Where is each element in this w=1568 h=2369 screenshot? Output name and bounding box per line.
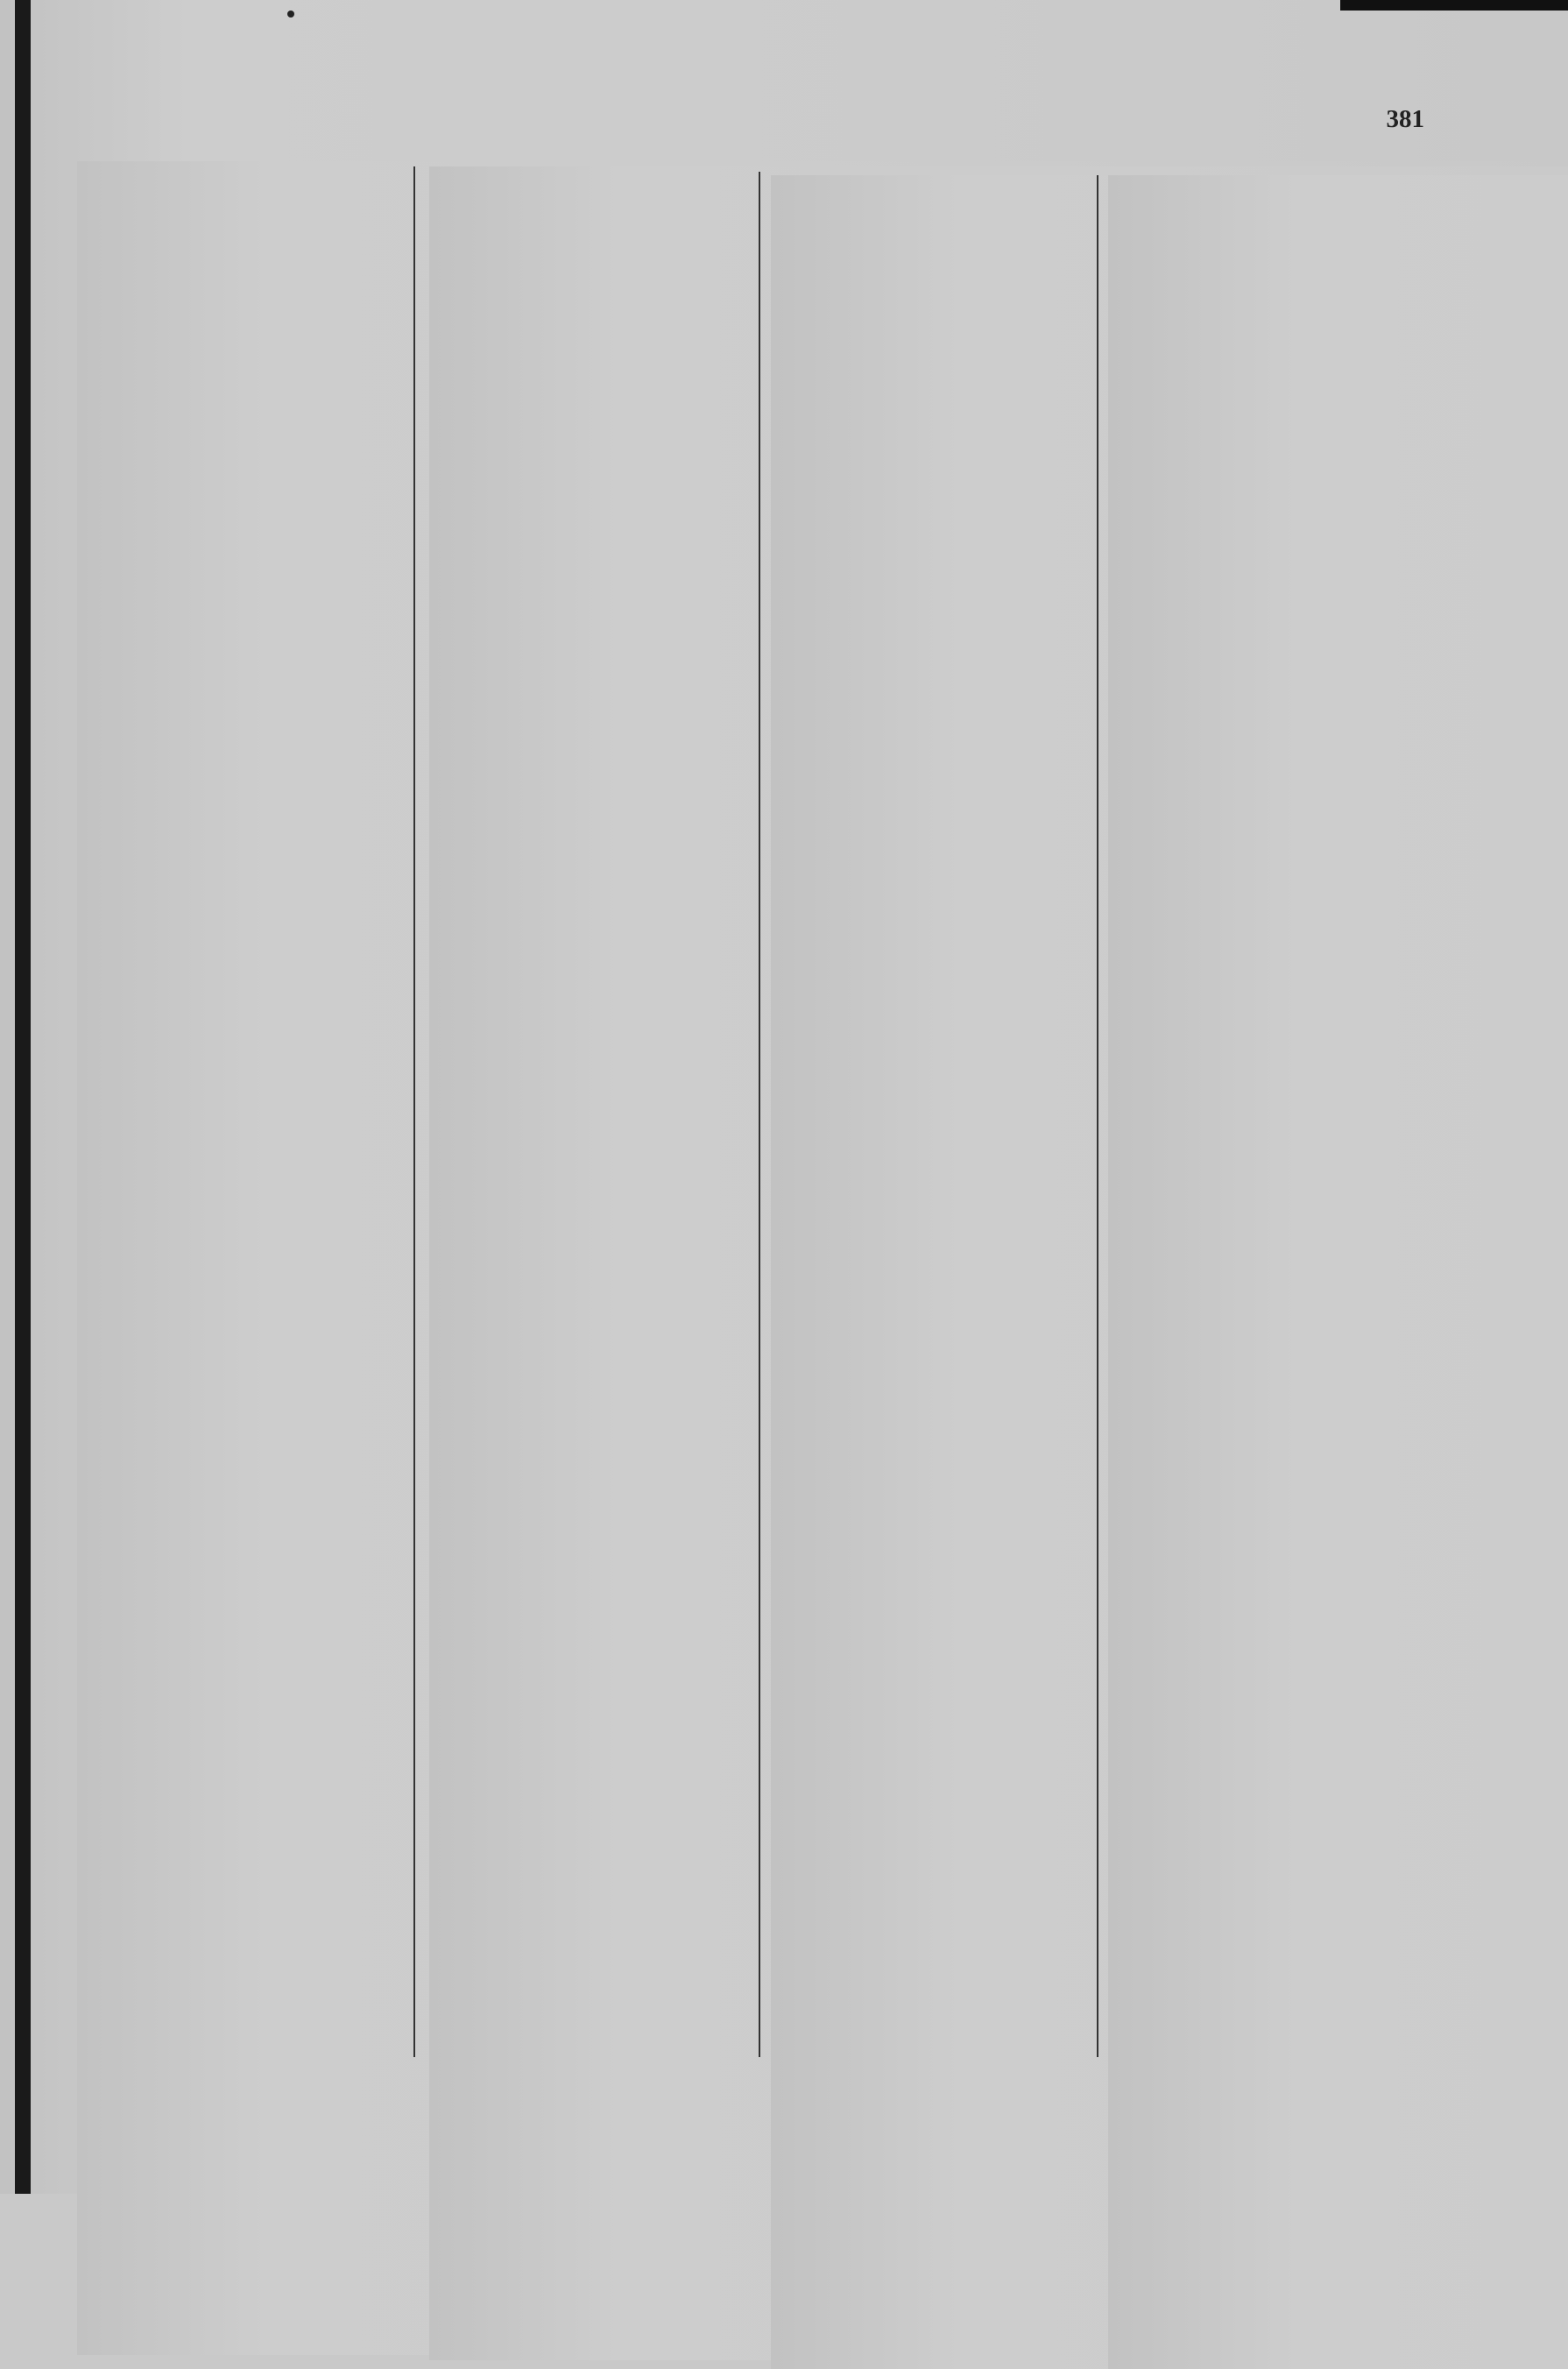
- entry-page-number: [771, 2032, 1088, 2056]
- index-entry: [1108, 2032, 1425, 2056]
- index-column-3: [771, 175, 1088, 2056]
- entry-page-number: [77, 2018, 403, 2042]
- ink-speck: [287, 11, 294, 18]
- index-entry: [77, 2018, 403, 2042]
- entry-page-number: [429, 2023, 750, 2047]
- index-entry: [429, 2023, 750, 2047]
- index-column-1: [77, 161, 403, 2042]
- scan-shadow: [1340, 0, 1568, 11]
- book-binding-edge: [15, 0, 31, 2194]
- column-divider: [1097, 175, 1098, 2057]
- index-column-2: [429, 166, 750, 2047]
- entry-page-number: [1108, 2032, 1425, 2056]
- column-divider: [759, 172, 760, 2057]
- index-column-4: [1108, 175, 1425, 2056]
- column-divider: [413, 166, 415, 2057]
- page-number: 381: [1386, 105, 1424, 133]
- index-entry: [771, 2032, 1088, 2056]
